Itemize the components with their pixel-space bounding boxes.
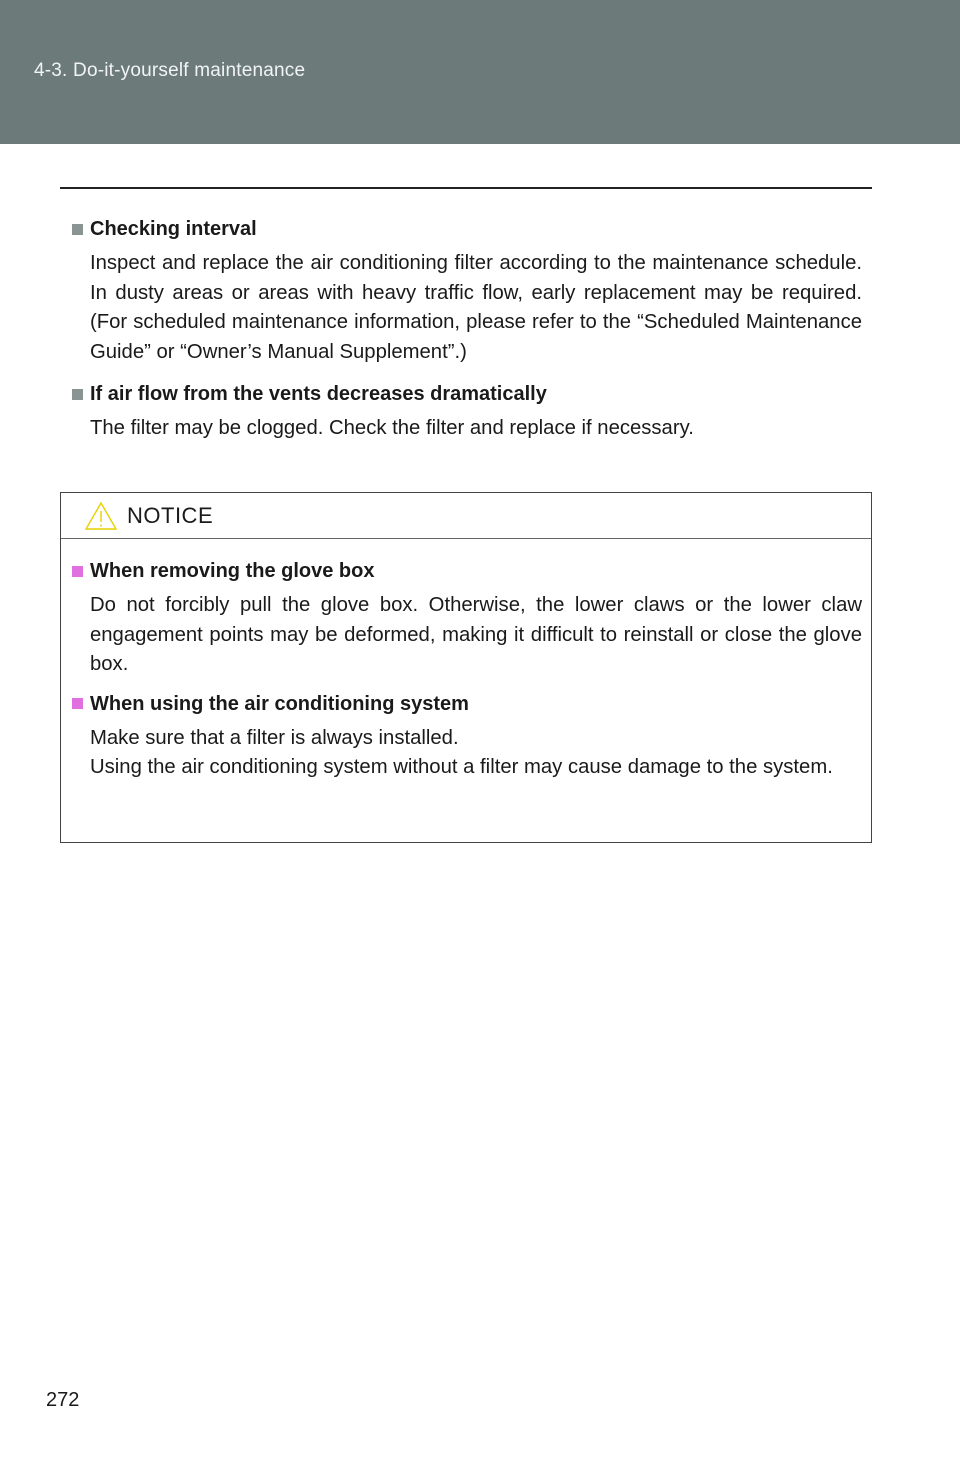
info-text: The filter may be clogged. Check the filter and replace if necessary. xyxy=(90,417,694,439)
square-bullet-icon xyxy=(72,566,83,577)
notice-text-line1: Make sure that a filter is always installed. xyxy=(90,726,459,749)
warning-triangle-icon xyxy=(84,501,118,531)
info-heading xyxy=(72,215,862,243)
notice-heading-text: When using the air conditioning system xyxy=(90,692,469,715)
square-bullet-icon xyxy=(72,224,83,235)
info-heading-text: Checking interval xyxy=(90,218,257,240)
notice-item-air-conditioning xyxy=(72,690,862,783)
notice-header xyxy=(61,493,871,539)
info-heading-text: If air flow from the vents decreases dramatically xyxy=(90,383,547,405)
notice-body xyxy=(72,557,862,783)
top-rule xyxy=(60,187,872,189)
notice-text: Do not forcibly pull the glove box. Otherwise, the lower claws or the lower claw engagement points may be deformed, making it difficult to reinstall or close the glove box. xyxy=(90,594,862,675)
notice-box xyxy=(60,492,872,843)
notice-title: NOTICE xyxy=(127,503,214,528)
notice-heading xyxy=(72,690,862,718)
square-bullet-icon xyxy=(72,698,83,709)
notice-item-glove-box xyxy=(72,557,862,680)
section-title: 4-3. Do-it-yourself maintenance xyxy=(34,60,306,81)
notice-heading-text: When removing the glove box xyxy=(90,560,375,582)
square-bullet-icon xyxy=(72,389,83,400)
info-air-flow xyxy=(72,380,862,444)
page-number: 272 xyxy=(46,1389,80,1411)
info-checking-interval xyxy=(72,215,862,367)
info-heading xyxy=(72,380,862,408)
notice-text-line2: Using the air conditioning system without a filter may cause damage to the system. xyxy=(90,756,833,778)
info-text: Inspect and replace the air conditioning filter according to the maintenance schedule. In dusty areas or areas with heavy traffic flow, early replacement may be required. (For scheduled maintenance information, please refer to the “Scheduled Maintenance Guide” or “Owner’s Manual Supplement”.) xyxy=(90,252,862,363)
notice-heading xyxy=(72,557,862,585)
